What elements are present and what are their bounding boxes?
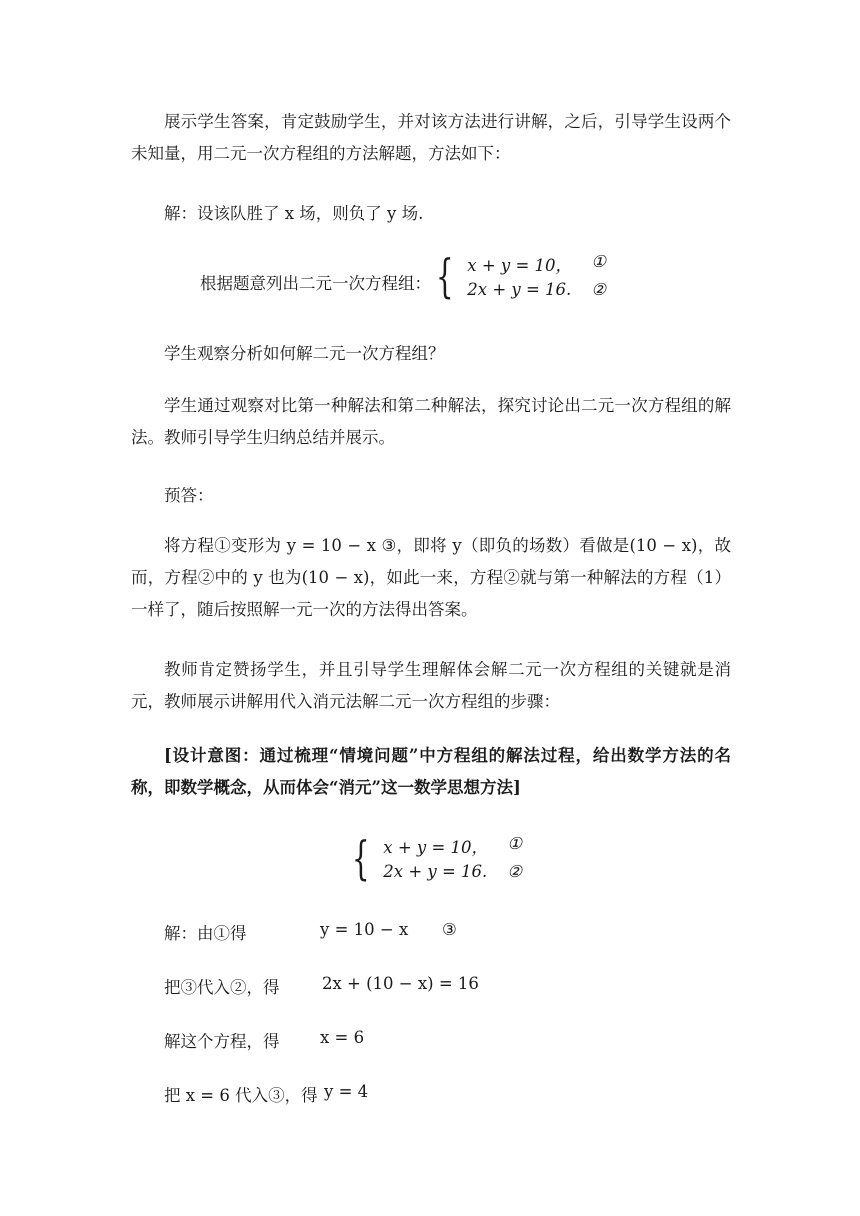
paragraph-explore: 学生通过观察对比第一种解法和第二种解法，探究讨论出二元一次方程组的解法。教师引导学生归纳总结并展示。 (131, 396, 731, 447)
equation-marker-1: ① (591, 252, 607, 271)
paragraph-solution-setup: 解：设该队胜了 x 场，则负了 y 场. (164, 204, 424, 223)
step-expression: 2x + (10 − x) = 16 (322, 974, 479, 993)
equation-marker-2: ② (591, 280, 607, 299)
equation-1: x + y = 10， (467, 256, 573, 275)
equation-2: 2x + y = 16. (467, 280, 572, 299)
paragraph-question: 学生观察分析如何解二元一次方程组？ (164, 344, 445, 363)
step-marker: ③ (442, 920, 457, 939)
paragraph-teacher: 教师肯定赞扬学生，并且引导学生理解体会解二元一次方程组的关键就是消元，教师展示讲解用代入消元法解二元一次方程组的步骤： (131, 660, 731, 711)
step-row (164, 1082, 318, 1106)
brace-icon: { (352, 830, 370, 885)
equation-system-2 (352, 830, 523, 885)
paragraph-design-intent: [设计意图：通过梳理“情境问题”中方程组的解法过程，给出数学方法的名称，即数学概念，从而体会“消元”这一数学思想方法] (131, 746, 731, 797)
equation-1: x + y = 10， (383, 838, 489, 857)
paragraph-intro: 展示学生答案，肯定鼓励学生，并对该方法进行讲解，之后，引导学生设两个未知量，用二元一次方程组的方法解题，方法如下： (131, 112, 731, 163)
paragraph-preanswer: 预答： (164, 486, 214, 505)
step-expression: y = 4 (324, 1082, 369, 1101)
step-label: 解这个方程，得 (164, 1032, 280, 1051)
brace-icon: { (436, 248, 454, 303)
step-expression: y = 10 − x (320, 920, 409, 939)
system-label: 根据题意列出二元一次方程组： (200, 274, 431, 293)
step-row (164, 974, 280, 998)
equation-marker-2: ② (507, 862, 523, 881)
step-row (164, 1028, 280, 1052)
step-label: 把③代入②，得 (164, 978, 280, 997)
equation-2: 2x + y = 16. (383, 862, 488, 881)
equation-marker-1: ① (507, 834, 523, 853)
equation-system-1 (436, 248, 607, 303)
paragraph-transform: 将方程①变形为 y = 10 − x ③，即将 y（即负的场数）看做是(10 − x)，故而，方程②中的 y 也为(10 − x)，如此一来，方程②就与第一种解法的方程（1）一样了，随后按照解一元一次的方法得出答案。 (131, 536, 731, 619)
step-row (164, 920, 247, 944)
step-label: 把 x = 6 代入③，得 (164, 1086, 318, 1105)
step-expression: x = 6 (320, 1028, 365, 1047)
step-label: 解：由①得 (164, 924, 247, 943)
